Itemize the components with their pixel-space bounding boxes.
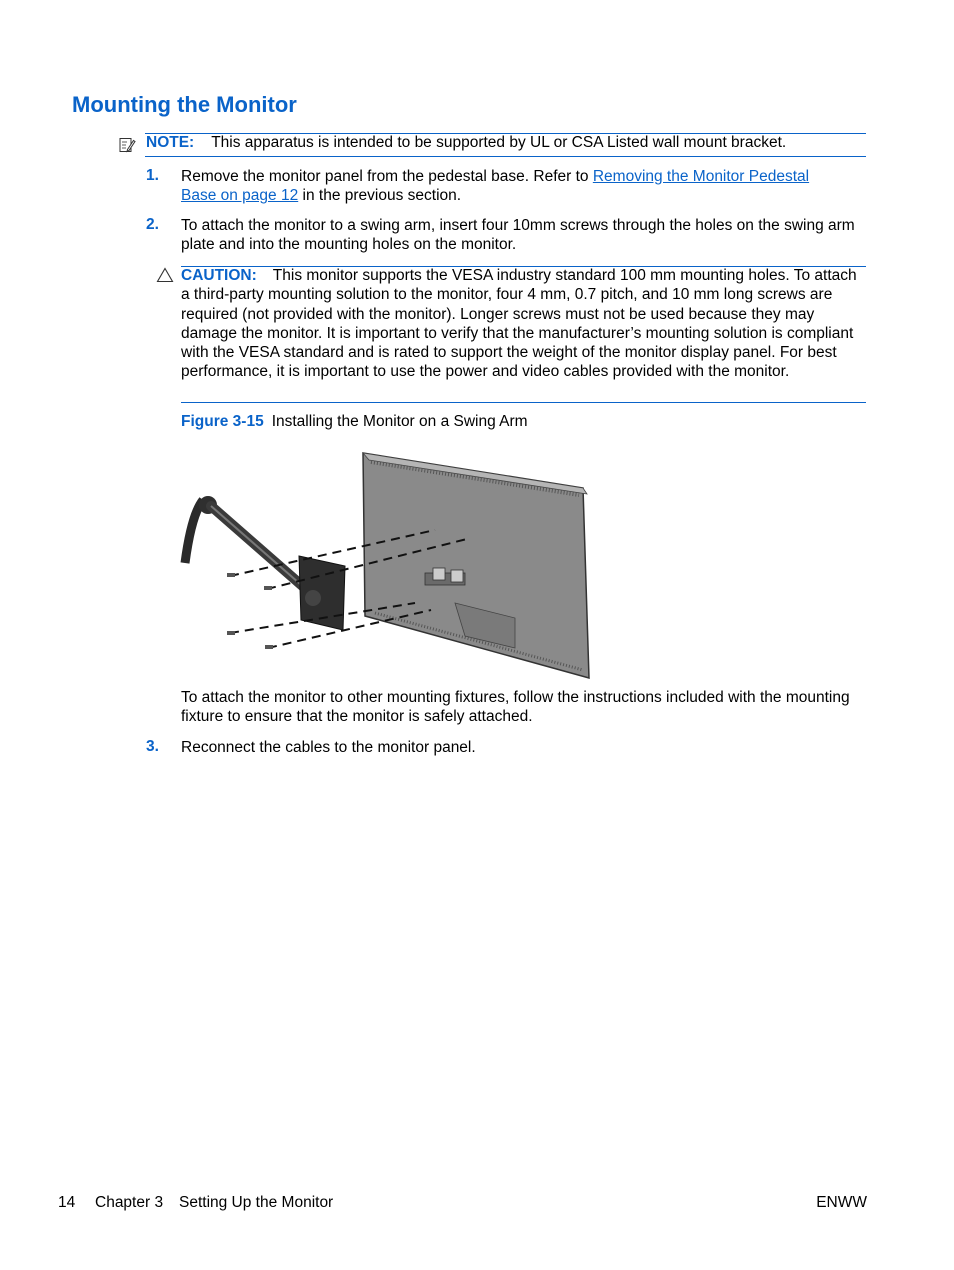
- note-line: [146, 133, 786, 152]
- step-2-text: To attach the monitor to a swing arm, insert four 10mm screws through the holes on the swing arm plate and into the mounting holes on the monitor.: [181, 217, 855, 254]
- figure-caption-text: Installing the Monitor on a Swing Arm: [271, 413, 528, 430]
- caution-text: This monitor supports the VESA industry standard 100 mm mounting holes. To attach a third-party mounting solution to the monitor, four 4 mm, 0.7 pitch, and 10 mm long screws are required (not provided with the monitor). Longer screws must not be used because they may damage the monitor. It is important to verify that the manufacturer’s mounting solution is compliant with the VESA standard and is rated to support the weight of the monitor display panel. For best performance, it is important to use the power and video cables provided with the monitor.: [181, 267, 857, 381]
- caution-text-block: [181, 266, 866, 382]
- step-1-text-before: Remove the monitor panel from the pedestal base. Refer to: [181, 168, 593, 185]
- caution-triangle-icon: [156, 267, 174, 283]
- step-1-text-after: in the previous section.: [298, 187, 462, 205]
- note-label: NOTE:: [146, 134, 195, 151]
- step-1-number: 1.: [146, 167, 159, 184]
- swing-arm-illustration: [175, 448, 595, 684]
- removing-pedestal-link[interactable]: Removing the Monitor Pedestal Base on page 12: [181, 168, 810, 205]
- figure-caption: [181, 413, 528, 431]
- step-1-text: [181, 167, 866, 206]
- step-2-number: 2.: [146, 216, 159, 233]
- footer-right: ENWW: [816, 1194, 867, 1211]
- step-3-number: 3.: [146, 738, 159, 755]
- footer-chapter: Chapter 3: [95, 1194, 164, 1211]
- after-figure-text: To attach the monitor to other mounting fixtures, follow the instructions included with the mounting fixture to ensure that the monitor is safely attached.: [181, 689, 850, 726]
- footer-page-number: 14: [58, 1194, 76, 1211]
- caution-label: CAUTION:: [181, 267, 257, 284]
- note-text: This apparatus is intended to be supported by UL or CSA Listed wall mount bracket.: [211, 134, 787, 151]
- step-3-text: Reconnect the cables to the monitor panel.: [181, 739, 476, 756]
- note-pencil-icon: [118, 136, 136, 154]
- page-title: Mounting the Monitor: [72, 92, 297, 117]
- figure-label: Figure 3-15: [181, 413, 264, 430]
- footer-chapter-title: Setting Up the Monitor: [179, 1194, 334, 1211]
